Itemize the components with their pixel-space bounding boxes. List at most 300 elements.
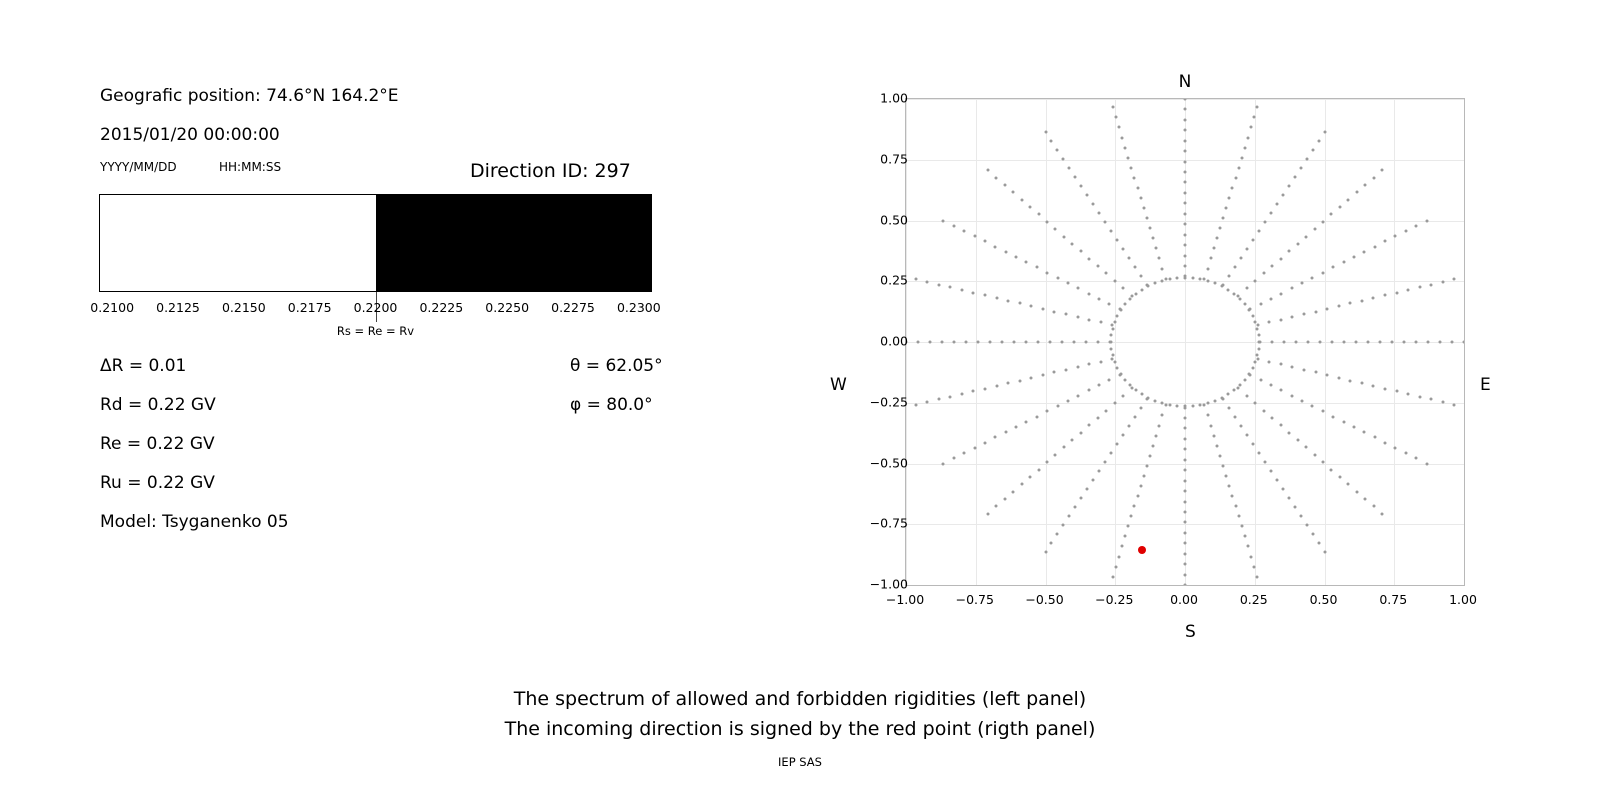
direction-dot <box>1140 406 1143 409</box>
compass-south-label: S <box>1185 622 1196 642</box>
direction-dot <box>1139 485 1142 488</box>
direction-dot <box>1234 505 1237 508</box>
gridline-horizontal <box>906 221 1464 222</box>
gridline-horizontal <box>906 403 1464 404</box>
direction-dot <box>1311 148 1314 151</box>
direction-dot <box>1122 287 1125 290</box>
direction-dot <box>1122 433 1125 436</box>
y-axis-tick-label: −0.75 <box>869 515 908 531</box>
direction-dot <box>1418 395 1421 398</box>
direction-dot <box>1243 378 1246 381</box>
direction-dot <box>1427 341 1430 344</box>
direction-dot <box>1330 468 1333 471</box>
compass-east-label: E <box>1480 375 1491 395</box>
direction-dot <box>1256 324 1259 327</box>
direction-dot <box>1425 219 1428 222</box>
direction-dot <box>983 240 986 243</box>
direction-dot <box>972 291 975 294</box>
direction-dot <box>949 395 952 398</box>
direction-dot <box>1222 464 1225 467</box>
direction-dot <box>1012 341 1015 344</box>
direction-dot <box>952 457 955 460</box>
direction-dot <box>1209 424 1212 427</box>
direction-dot <box>1347 483 1350 486</box>
direction-dot <box>1280 292 1283 295</box>
direction-dot <box>1206 267 1209 270</box>
direction-dot <box>1296 439 1299 442</box>
direction-dot <box>1077 394 1080 397</box>
direction-dot <box>1257 229 1260 232</box>
direction-dot <box>1050 139 1053 142</box>
direction-dot <box>1111 327 1114 330</box>
direction-dot <box>1355 490 1358 493</box>
direction-dot <box>1338 206 1341 209</box>
direction-dot <box>1184 191 1187 194</box>
direction-dot <box>1004 431 1007 434</box>
direction-dot <box>1139 196 1142 199</box>
direction-dot <box>983 441 986 444</box>
rigidity-spectrum-bar <box>99 194 652 292</box>
rigidity-spectrum-panel <box>0 0 760 680</box>
direction-dot <box>1227 406 1230 409</box>
direction-dot <box>973 235 976 238</box>
direction-dot <box>1228 485 1231 488</box>
direction-dot <box>1347 198 1350 201</box>
direction-dot <box>1113 402 1116 405</box>
direction-dot <box>1124 303 1127 306</box>
direction-dot <box>1184 417 1187 420</box>
direction-dot <box>1071 439 1074 442</box>
direction-dot <box>1116 314 1119 317</box>
direction-dot <box>1441 401 1444 404</box>
direction-dot <box>1062 235 1065 238</box>
direction-dot <box>1168 403 1171 406</box>
compass-north-label: N <box>1178 72 1192 92</box>
direction-dot <box>1096 265 1099 268</box>
direction-dot <box>1331 341 1334 344</box>
direction-dot <box>1251 238 1254 241</box>
x-axis-tick-label: 0.50 <box>1309 592 1338 607</box>
direction-dot <box>1237 515 1240 518</box>
direction-dot <box>1299 166 1302 169</box>
direction-dot <box>1349 302 1352 305</box>
direction-dot <box>1077 287 1080 290</box>
direction-dot <box>1003 498 1006 501</box>
selected-direction-point <box>1138 546 1146 554</box>
direction-dot <box>1257 334 1260 337</box>
direction-dot <box>1262 272 1265 275</box>
direction-dot <box>1231 495 1234 498</box>
direction-dot <box>1245 433 1248 436</box>
direction-dot <box>995 176 998 179</box>
direction-dot <box>1307 341 1310 344</box>
phi-value: φ = 80.0° <box>570 395 653 415</box>
direction-dot <box>1142 207 1145 210</box>
direction-dot <box>1415 457 1418 460</box>
direction-dot <box>1148 227 1151 230</box>
direction-dot <box>1136 495 1139 498</box>
direction-dot <box>949 286 952 289</box>
direction-dot <box>1152 444 1155 447</box>
direction-dot <box>1355 341 1358 344</box>
direction-dot <box>1184 584 1187 587</box>
direction-dot <box>973 446 976 449</box>
direction-dot <box>1116 238 1119 241</box>
direction-dot <box>1087 292 1090 295</box>
direction-dot <box>1199 278 1202 281</box>
direction-dot <box>1301 399 1304 402</box>
direction-dot <box>1301 282 1304 285</box>
direction-dot <box>1349 379 1352 382</box>
forbidden-rigidity-band <box>376 195 652 291</box>
direction-dot <box>1250 555 1253 558</box>
direction-dot <box>1430 398 1433 401</box>
direction-dot <box>1212 434 1215 437</box>
direction-dot <box>1113 321 1116 324</box>
direction-dot <box>963 229 966 232</box>
direction-dot <box>1415 341 1418 344</box>
direction-dot <box>1111 106 1114 109</box>
direction-dot <box>1044 551 1047 554</box>
x-axis-tick-label: 0.00 <box>1170 592 1198 607</box>
direction-dot <box>1338 475 1341 478</box>
direction-dot <box>1295 341 1298 344</box>
direction-dot <box>1111 354 1114 357</box>
direction-dot <box>1110 229 1113 232</box>
direction-dot <box>1108 379 1111 382</box>
rigidity-tick-label: 0.2100 <box>90 300 135 315</box>
direction-dot <box>1321 410 1324 413</box>
direction-dot <box>1099 360 1102 363</box>
direction-dot <box>1129 297 1132 300</box>
direction-dot <box>1184 500 1187 503</box>
direction-dot <box>1215 237 1218 240</box>
direction-dot <box>1113 360 1116 363</box>
direction-dot <box>1219 227 1222 230</box>
direction-dot <box>1343 341 1346 344</box>
direction-dot <box>1062 524 1065 527</box>
direction-dot <box>1381 512 1384 515</box>
direction-dot <box>1064 313 1067 316</box>
direction-dot <box>986 169 989 172</box>
direction-dot <box>1127 156 1130 159</box>
direction-dot <box>1220 396 1223 399</box>
direction-dot <box>1268 321 1271 324</box>
direction-dot <box>1233 388 1236 391</box>
direction-dot <box>1404 452 1407 455</box>
direction-dot <box>1256 357 1259 360</box>
direction-dot <box>1037 468 1040 471</box>
direction-dot <box>1233 293 1236 296</box>
direction-dot <box>1130 166 1133 169</box>
direction-dot <box>1025 420 1028 423</box>
direction-dot <box>960 393 963 396</box>
direction-dot <box>1311 533 1314 536</box>
direction-dot <box>1337 305 1340 308</box>
direction-dot <box>1108 302 1111 305</box>
direction-dot <box>1237 166 1240 169</box>
direction-dot <box>1153 399 1156 402</box>
direction-dot <box>1105 272 1108 275</box>
direction-dot <box>1184 276 1187 279</box>
direction-dot <box>1250 126 1253 129</box>
direction-dot <box>1007 299 1010 302</box>
direction-dot <box>1046 410 1049 413</box>
direction-dot <box>1363 431 1366 434</box>
direction-dot <box>972 390 975 393</box>
direction-dot <box>926 401 929 404</box>
y-axis-tick-label: 0.25 <box>880 272 908 288</box>
direction-dot <box>1403 341 1406 344</box>
direction-dot <box>1303 313 1306 316</box>
direction-dot <box>1209 257 1212 260</box>
direction-dot <box>1263 220 1266 223</box>
direction-dot <box>1227 275 1230 278</box>
direction-dot <box>1158 424 1161 427</box>
direction-dot <box>1037 213 1040 216</box>
direction-dot <box>1215 444 1218 447</box>
rd-value: Rd = 0.22 GV <box>100 395 216 415</box>
direction-dot <box>1128 257 1131 260</box>
direction-dot <box>1124 535 1127 538</box>
direction-dot <box>1046 461 1049 464</box>
direction-dot <box>1088 424 1091 427</box>
direction-dot <box>1111 575 1114 578</box>
direction-dot <box>928 341 931 344</box>
direction-dot <box>1373 436 1376 439</box>
direction-dot <box>1238 297 1241 300</box>
direction-dot <box>1054 228 1057 231</box>
direction-dot <box>1140 393 1143 396</box>
rs-marker-label: Rs = Re = Rv <box>336 324 415 338</box>
direction-dot <box>1321 271 1324 274</box>
re-value: Re = 0.22 GV <box>100 434 215 454</box>
direction-dot <box>1227 393 1230 396</box>
direction-dot <box>1263 461 1266 464</box>
direction-dot <box>1176 276 1179 279</box>
direction-dot <box>988 341 991 344</box>
direction-dot <box>1184 223 1187 226</box>
direction-dot <box>1199 403 1202 406</box>
direction-dot <box>995 384 998 387</box>
caption-line-2: The incoming direction is signed by the red point (rigth panel) <box>504 718 1096 740</box>
direction-dot <box>1332 266 1335 269</box>
gridline-vertical <box>1464 99 1465 585</box>
direction-dot <box>1068 515 1071 518</box>
direction-dot <box>1269 384 1272 387</box>
direction-dot <box>1234 176 1237 179</box>
direction-dot <box>1086 488 1089 491</box>
direction-dot <box>1041 374 1044 377</box>
direction-dot <box>1056 148 1059 151</box>
direction-dot <box>1136 186 1139 189</box>
direction-dot <box>916 341 919 344</box>
direction-dot <box>1076 315 1079 318</box>
caption-line-1: The spectrum of allowed and forbidden rigidities (left panel) <box>513 688 1087 710</box>
direction-dot <box>1225 207 1228 210</box>
direction-dot <box>1381 169 1384 172</box>
direction-dot <box>1317 542 1320 545</box>
delta-r-value: ΔR = 0.01 <box>100 356 187 376</box>
direction-dot <box>983 387 986 390</box>
direction-dot <box>1161 267 1164 270</box>
direction-dot <box>1029 475 1032 478</box>
direction-dot <box>1231 186 1234 189</box>
direction-dot <box>1254 321 1257 324</box>
direction-dot <box>1071 242 1074 245</box>
direction-dot <box>1394 235 1397 238</box>
direction-dot <box>1256 354 1259 357</box>
direction-dot <box>1372 176 1375 179</box>
direction-dot <box>1164 277 1167 280</box>
direction-dot <box>1168 278 1171 281</box>
direction-dot <box>1355 191 1358 194</box>
rigidity-tick-label: 0.2225 <box>419 300 464 315</box>
direction-dot <box>1184 181 1187 184</box>
direction-dot <box>1184 244 1187 247</box>
y-axis-tick-label: −0.50 <box>869 455 908 470</box>
x-axis-tick-label: −0.50 <box>1025 592 1064 607</box>
direction-dot <box>926 280 929 283</box>
direction-dot <box>1184 479 1187 482</box>
direction-dot <box>1288 431 1291 434</box>
direction-dot <box>1088 257 1091 260</box>
model-value: Model: Tsyganenko 05 <box>100 512 289 532</box>
direction-dot <box>1098 297 1101 300</box>
rigidity-tick-label: 0.2300 <box>616 300 661 315</box>
direction-dot <box>1060 341 1063 344</box>
direction-dot <box>1239 424 1242 427</box>
direction-dot <box>1074 175 1077 178</box>
direction-dot <box>1384 294 1387 297</box>
direction-dot <box>1104 461 1107 464</box>
direction-dot <box>1245 287 1248 290</box>
date-format-hint: YYYY/MM/DD <box>100 160 177 174</box>
direction-dot <box>1084 341 1087 344</box>
direction-dot <box>1074 506 1077 509</box>
direction-dot <box>1453 403 1456 406</box>
direction-dot <box>1130 387 1133 390</box>
direction-dot <box>1098 470 1101 473</box>
direction-dot <box>1145 217 1148 220</box>
direction-dot <box>1015 256 1018 259</box>
direction-dot <box>1269 211 1272 214</box>
direction-dot <box>1305 235 1308 238</box>
direction-dot <box>1253 116 1256 119</box>
y-axis-tick-label: −1.00 <box>869 576 908 592</box>
direction-dot <box>1099 321 1102 324</box>
direction-dot <box>1290 394 1293 397</box>
theta-value: θ = 62.05° <box>570 356 663 376</box>
x-axis-tick-label: −1.00 <box>885 592 925 607</box>
allowed-rigidity-band <box>100 195 376 291</box>
direction-dot <box>1259 302 1262 305</box>
direction-dot <box>1025 261 1028 264</box>
direction-dot <box>1326 374 1329 377</box>
direction-dot <box>995 505 998 508</box>
direction-dot <box>1293 175 1296 178</box>
direction-dot <box>1394 446 1397 449</box>
direction-dot <box>1086 193 1089 196</box>
direction-dot <box>1133 505 1136 508</box>
direction-dot <box>1237 387 1240 390</box>
direction-dot <box>1206 279 1209 282</box>
direction-dot <box>1404 229 1407 232</box>
direction-dot <box>1184 129 1187 132</box>
direction-dot <box>1311 405 1314 408</box>
direction-dot <box>1372 384 1375 387</box>
direction-dot <box>1133 176 1136 179</box>
direction-dot <box>1088 363 1091 366</box>
direction-dot <box>1104 220 1107 223</box>
direction-dot <box>952 224 955 227</box>
gridline-horizontal <box>906 281 1464 282</box>
direction-dot <box>1225 474 1228 477</box>
direction-dot <box>1029 206 1032 209</box>
direction-dot <box>1128 424 1131 427</box>
direction-dot <box>1161 414 1164 417</box>
direction-dot <box>1251 314 1254 317</box>
direction-dot <box>1268 360 1271 363</box>
direction-dot <box>1407 288 1410 291</box>
direction-dot <box>1158 257 1161 260</box>
direction-dot <box>940 341 943 344</box>
direction-dot <box>1062 157 1065 160</box>
direction-dot <box>1279 363 1282 366</box>
direction-dot <box>1030 376 1033 379</box>
direction-dot <box>1088 318 1091 321</box>
direction-id-label: Direction ID: 297 <box>470 160 631 182</box>
direction-dot <box>1254 279 1257 282</box>
direction-dot <box>1066 399 1069 402</box>
direction-dot <box>983 294 986 297</box>
direction-dot <box>1072 341 1075 344</box>
direction-dot <box>1062 446 1065 449</box>
direction-dot <box>1290 287 1293 290</box>
rigidity-tick-label: 0.2250 <box>485 300 530 315</box>
direction-dot <box>1003 183 1006 186</box>
direction-dot <box>1035 415 1038 418</box>
direction-dot <box>1064 368 1067 371</box>
direction-dot <box>1364 498 1367 501</box>
direction-dot <box>1110 341 1113 344</box>
direction-dot <box>1453 278 1456 281</box>
direction-dot <box>1148 454 1151 457</box>
direction-dot <box>1050 542 1053 545</box>
direction-dot <box>1283 341 1286 344</box>
direction-dot <box>1116 367 1119 370</box>
footer-label: IEP SAS <box>778 755 822 769</box>
direction-dot <box>1030 305 1033 308</box>
direction-dot <box>1020 198 1023 201</box>
direction-dot <box>1155 247 1158 250</box>
direction-dot <box>1271 265 1274 268</box>
direction-dot <box>963 452 966 455</box>
direction-dot <box>1176 405 1179 408</box>
direction-dot <box>1248 373 1251 376</box>
direction-dot <box>1096 416 1099 419</box>
y-axis-tick-label: 0.50 <box>880 212 908 227</box>
direction-dot <box>1251 367 1254 370</box>
direction-dot <box>1311 276 1314 279</box>
direction-dot <box>1463 341 1466 344</box>
direction-dot <box>1352 425 1355 428</box>
direction-dot <box>1024 341 1027 344</box>
direction-dot <box>1352 256 1355 259</box>
direction-dot <box>1206 414 1209 417</box>
direction-dot <box>1155 434 1158 437</box>
direction-dot <box>1018 302 1021 305</box>
